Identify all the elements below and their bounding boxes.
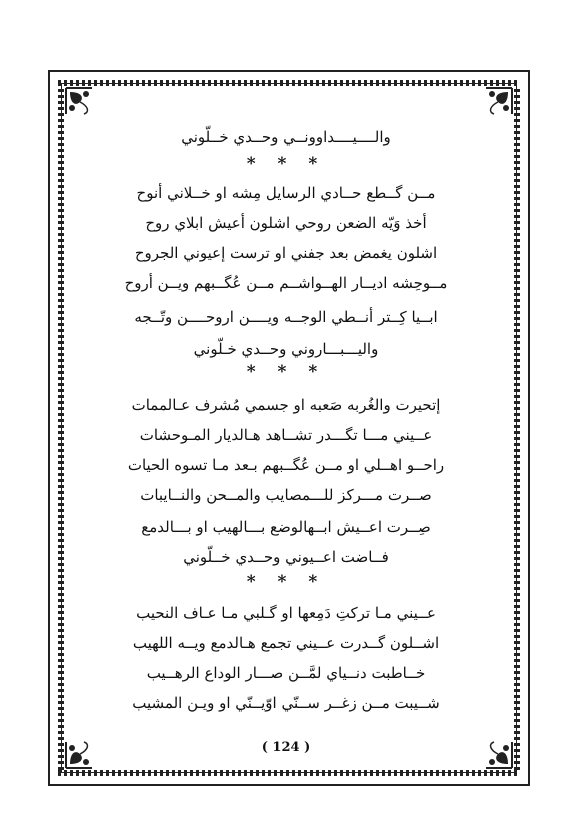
verse-line: اشلون يغمض بعد جفني او ترست إعيوني الجروح: [134, 244, 438, 262]
corner-ornament-icon: [480, 84, 516, 120]
verse-line: إتحيرت والغُربه صَعبه او جسمي مُشرف عـالممات: [131, 396, 441, 414]
stanza-separator: * * *: [246, 362, 326, 382]
verse-line: اشــلون گــدرت عــيني تجمع هـالدمع ويــه اللهيب: [132, 634, 440, 652]
verse-line: ابــيا كِــتر أنــطي الوجــه ويــــن اروحــــن وتّــجه: [134, 308, 438, 326]
verse-line: عــيني مـــا تگـــدر تشــاهد هـالديار المـوحشات: [139, 426, 433, 444]
verse-line: راحــو اهــلي او مــن عُگــبهم بـعد مـا تسوه الحيات: [127, 456, 445, 474]
verse-line: صِــرت اعــيش ابــهالوضع بـــالهيب او بـــالدمع: [141, 518, 431, 536]
verse-line: شــيبت مــن زغــر ســنّي اوّيــنّي او ويـن المشيب: [132, 694, 440, 712]
verse-line: عــيني مـا تركتِ دَمِعها او گـلبي مـا عـاف النحيب: [136, 604, 436, 622]
stanza-separator: * * *: [246, 154, 326, 174]
verse-line: مــوحِشه اديــار الهــواشــم مــن عُگــبهم ويــن أروح: [124, 274, 448, 292]
refrain-line: فــاضت اعــيوني وحــدي خــلّوني: [183, 548, 389, 566]
refrain-line: والــــيــــداوونــي وحــدي خــلّوني: [181, 128, 391, 146]
verse-line: أخذ وَيّه الضعن روحي اشلون أعيش ابلاي روح: [145, 214, 427, 232]
page-number: ( 124 ): [261, 740, 311, 755]
stanza-separator: * * *: [246, 572, 326, 592]
refrain-line: واليـــبـــاروني وحــدي خـلّوني: [193, 340, 379, 358]
verse-line: صــرت مـــركز للـــمصايب والمــحن والنــايبات: [140, 486, 432, 504]
verse-line: خــاطبت دنــياي لمَّــن صـــار الوداع الرهــيب: [146, 664, 426, 682]
verse-line: مــن گــطع حــادي الرسايل مِشه او خــلاني أنوح: [136, 184, 436, 202]
corner-ornament-icon: [62, 84, 98, 120]
